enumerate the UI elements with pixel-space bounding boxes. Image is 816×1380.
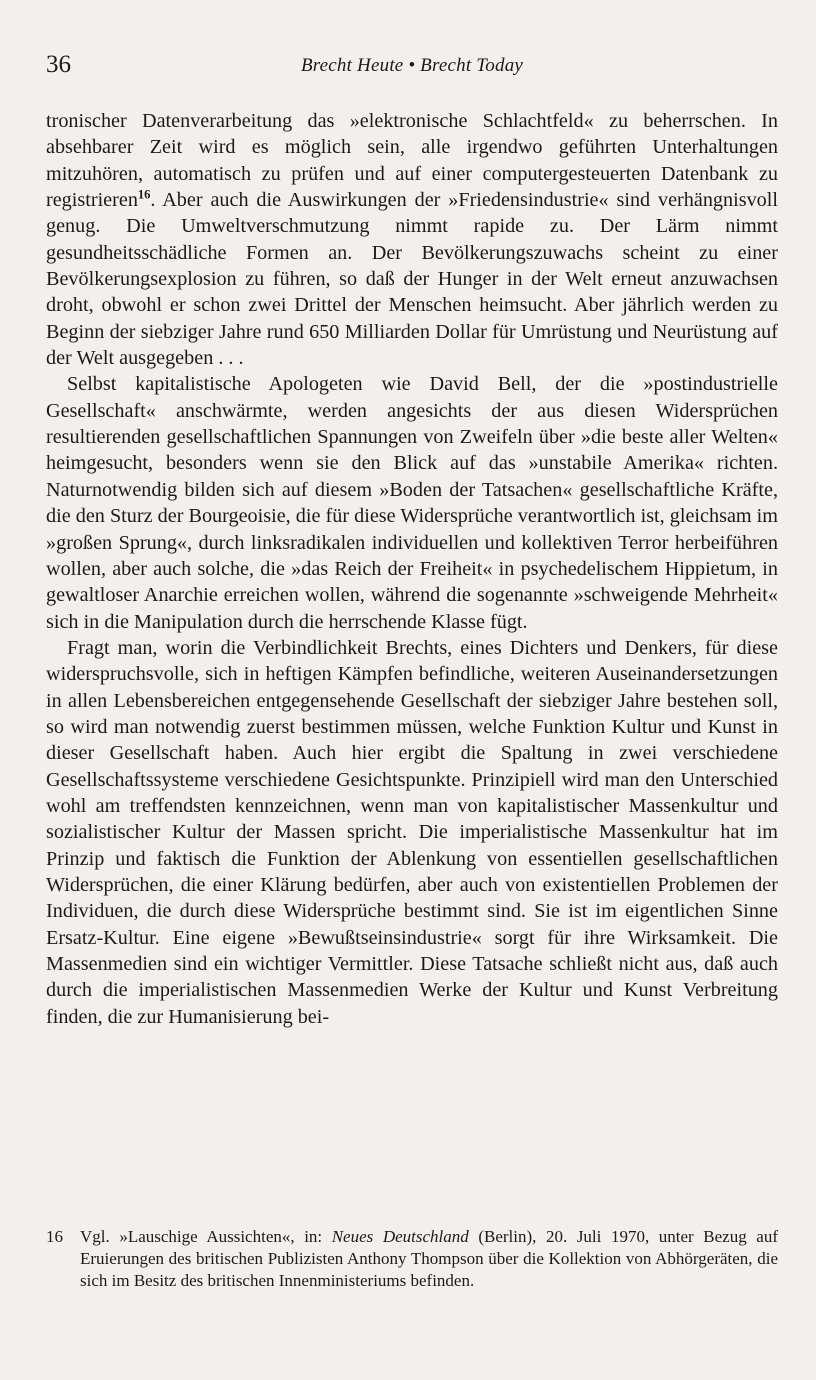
paragraph-1-part-b: . Aber auch die Auswirkungen der »Friedensindustrie« sind verhängnisvoll genug. Die Umweltverschmutzung nimmt rapide zu. Der Lärm nimmt gesundheitsschädliche Formen an. Der Bevölkerungszuwachs scheint zu einer Bevölkerungsexplosion zu führen, so daß der Hunger in der Welt erneut anzuwachsen droht, obwohl er schon zwei Drittel der Menschen heimsucht. Aber jährlich werden zu Beginn der siebziger Jahre rund 650 Milliarden Dollar für Umrüstung und Neurüstung auf der Welt ausgegeben . . .	[46, 189, 778, 370]
footnote-text-b: (Berlin), 20. Juli 1970, unter Bezug auf Eruierungen des britischen Publizisten Anthony Thompson über die Kollektion von Abhörgeräten, die sich im Besitz des britischen Innenministeriums befinden.	[80, 1227, 778, 1290]
paragraph-1-part-a: tronischer Datenverarbeitung das »elektronische Schlachtfeld« zu beherrschen. In absehbarer Zeit wird es möglich sein, alle irgendwo geführten Unterhaltungen mitzuhören, automatisch zu prüfen und auf einer computergesteuerten Datenbank zu registrieren	[46, 110, 778, 212]
running-title: Brecht Heute • Brecht Today	[300, 55, 524, 76]
running-head	[46, 50, 778, 82]
footnote-number: 16	[46, 1227, 63, 1246]
footnote-source: Neues Deutschland	[331, 1227, 469, 1246]
footnote-text	[80, 1226, 778, 1292]
footnote-text-a: Vgl. »Lauschige Aussichten«, in:	[80, 1227, 332, 1246]
paragraph-1	[46, 108, 778, 371]
footnote	[46, 1226, 778, 1292]
page-number: 36	[46, 51, 71, 78]
paragraph-3: Fragt man, worin die Verbindlichkeit Brechts, eines Dichters und Denkers, für diese widerspruchsvolle, sich in heftigen Kämpfen befindliche, weiteren Auseinandersetzungen in allen Lebensbereichen entgegensehende Gesellschaft der siebziger Jahre bestehen soll, so wird man notwendig zuerst bestimmen müssen, welche Funktion Kultur und Kunst in dieser Gesellschaft haben. Auch hier ergibt die Spaltung in zwei verschiedene Gesellschaftssysteme verschiedene Gesichtspunkte. Prinzipiell wird man den Unterschied wohl am treffendsten kennzeichnen, wenn man von kapitalistischer Massenkultur und sozialistischer Kultur der Massen spricht. Die imperialistische Massenkultur hat im Prinzip und faktisch die Funktion der Ablenkung von essentiellen gesellschaftlichen Widersprüchen, die einer Klärung bedürfen, aber auch von existentiellen Problemen der Individuen, die durch diese Widersprüche bestimmt sind. Sie ist im eigentlichen Sinne Ersatz-Kultur. Eine eigene »Bewußtseinsindustrie« sorgt für ihre Wirksamkeit. Die Massenmedien sind ein wichtiger Vermittler. Diese Tatsache schließt nicht aus, daß auch durch die imperialistischen Massenmedien Werke der Kultur und Kunst Verbreitung finden, die zur Humanisierung bei-	[46, 636, 778, 1028]
body-text	[46, 108, 778, 1030]
footnote-reference[interactable]: 16	[137, 187, 151, 202]
footnote-row	[46, 1226, 778, 1292]
paragraph-2: Selbst kapitalistische Apologeten wie David Bell, der die »postindustrielle Gesellschaft« anschwärmte, werden angesichts der aus diesen Widersprüchen resultierenden gesellschaftlichen Spannungen von Zweifeln über »die beste aller Welten« heimgesucht, besonders wenn sie den Blick auf das »unstabile Amerika« richten. Naturnotwendig bilden sich auf diesem »Boden der Tatsachen« gesellschaftliche Kräfte, die den Sturz der Bourgeoisie, die für diese Widersprüche verantwortlich ist, gleichsam im »großen Sprung«, durch linksradikalen individuellen und kollektiven Terror herbeiführen wollen, aber auch solche, die »das Reich der Freiheit« in psychedelischem Hippietum, in gewaltloser Anarchie erreichen wollen, während die sogenannte »schweigende Mehrheit« sich in die Manipulation durch die herrschende Klasse fügt.	[46, 373, 778, 633]
